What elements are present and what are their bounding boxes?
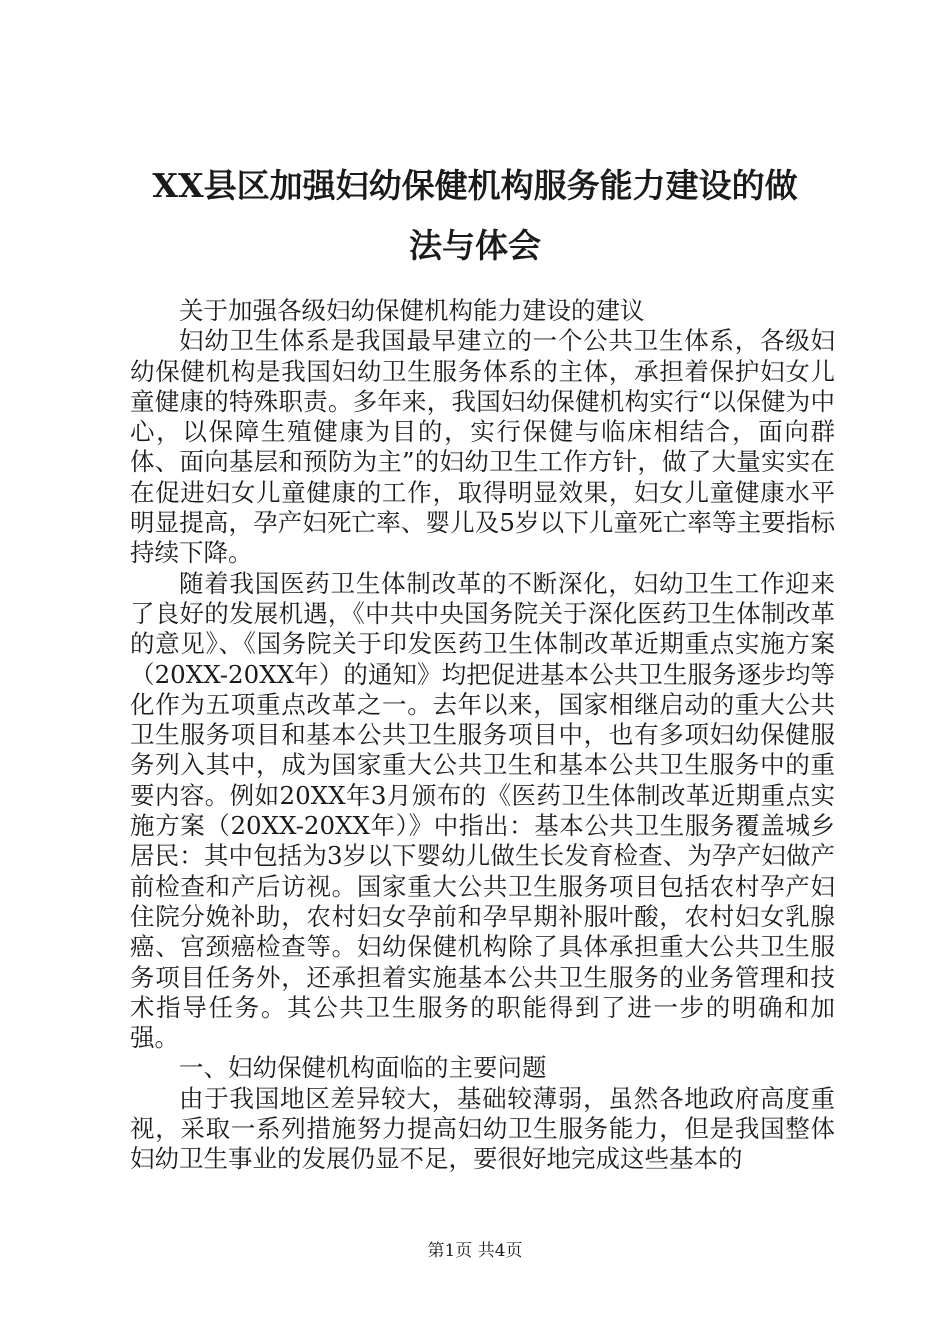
section-heading-1: 一、妇幼保健机构面临的主要问题 xyxy=(179,1053,547,1083)
document-body xyxy=(130,296,835,1175)
document-title xyxy=(118,156,832,276)
title-line-1: XX县区加强妇幼保健机构服务能力建设的做 xyxy=(152,166,798,205)
page-footer: 第1页 共4页 xyxy=(427,1241,523,1261)
title-line-2: 法与体会 xyxy=(409,226,541,265)
paragraph-subtitle: 关于加强各级妇幼保健机构能力建设的建议 xyxy=(179,296,645,325)
paragraph-3: 由于我国地区差异较大，基础较薄弱，虽然各地政府高度重视，采取一系列措施努力提高妇幼卫生服务能力，但是我国整体妇幼卫生事业的发展仍显不足，要很好地完成这些基本的 xyxy=(130,1083,835,1174)
paragraph-2: 随着我国医药卫生体制改革的不断深化，妇幼卫生工作迎来了良好的发展机遇，《中共中央国务院关于深化医药卫生体制改革的意见》、《国务院关于印发医药卫生体制改革近期重点实施方案（20XX-20XX年）的通知》均把促进基本公共卫生服务逐步均等化作为五项重点改革之一。去年以来，国家相继启动的重大公共卫生服务项目和基本公共卫生服务项目中，也有多项妇幼保健服务列入其中，成为国家重大公共卫生和基本公共卫生服务中的重要内容。例如20XX年3月颁布的《医药卫生体制改革近期重点实施方案（20XX-20XX年）》中指出：基本公共卫生服务覆盖城乡居民：其中包括为3岁以下婴幼儿做生长发育检查、为孕产妇做产前检查和产后访视。国家重大公共卫生服务项目包括农村孕产妇住院分娩补助，农村妇女孕前和孕早期补服叶酸，农村妇女乳腺癌、宫颈癌检查等。妇幼保健机构除了具体承担重大公共卫生服务项目任务外，还承担着实施基本公共卫生服务的业务管理和技术指导任务。其公共卫生服务的职能得到了进一步的明确和加强。 xyxy=(130,568,835,1053)
paragraph-1: 妇幼卫生体系是我国最早建立的一个公共卫生体系，各级妇幼保健机构是我国妇幼卫生服务体系的主体，承担着保护妇女儿童健康的特殊职责。多年来，我国妇幼保健机构实行“以保健为中心，以保障生殖健康为目的，实行保健与临床相结合，面向群体、面向基层和预防为主”的妇幼卫生工作方针，做了大量实实在在促进妇女儿童健康的工作，取得明显效果，妇女儿童健康水平明显提高，孕产妇死亡率、婴儿及5岁以下儿童死亡率等主要指标持续下降。 xyxy=(130,326,835,568)
